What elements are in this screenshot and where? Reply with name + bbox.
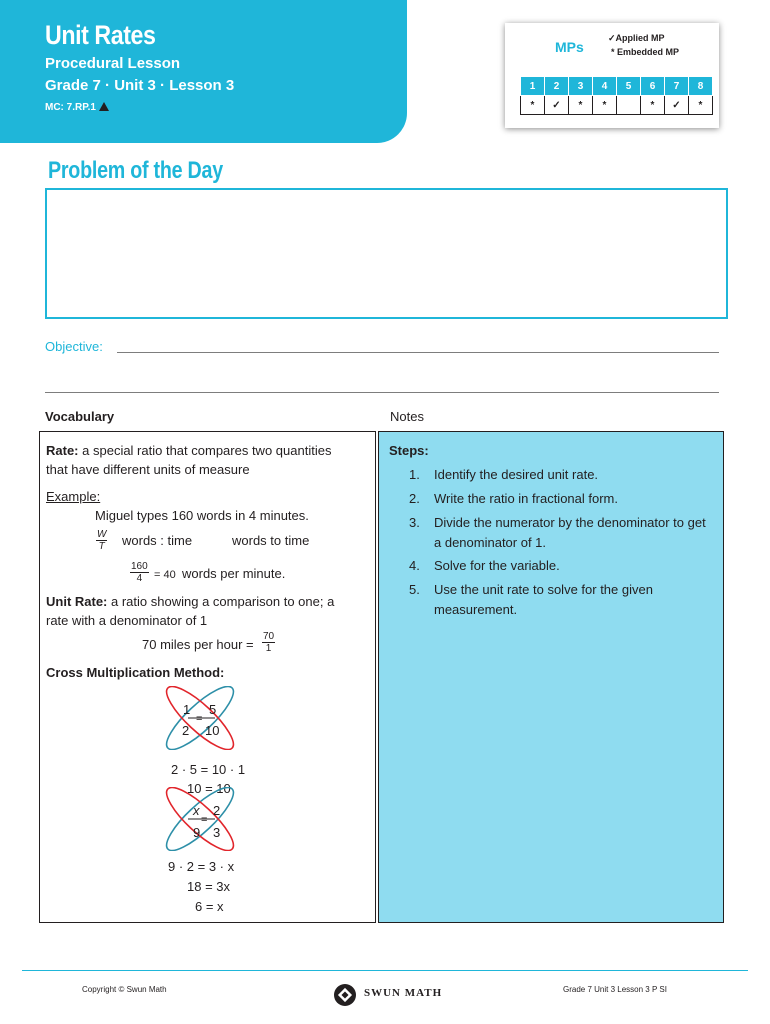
step-number: 4. [409,558,420,573]
unit-rate-term: Unit Rate: [46,594,108,609]
step-text: Write the ratio in fractional form. [434,491,618,506]
step-number: 3. [409,515,420,530]
step-number: 5. [409,582,420,597]
rate-def-1: a special ratio that compares two quantities [82,443,332,458]
swun-logo-text: SWUN MATH [364,987,443,999]
step-text: Use the unit rate to solve for the given measurement. [434,582,653,617]
step-text: Solve for the variable. [434,558,560,573]
step-item [409,556,709,576]
mps-title: MPs [555,39,584,55]
cross-multiply-diagram-1 [155,686,245,750]
step-item [409,580,709,620]
rate-definition [46,443,331,458]
cm2-a: x [193,803,200,818]
step-item [409,465,709,485]
mp-number-5: 5 [617,77,641,96]
mp-mark-5 [617,96,641,115]
words-to-time: words to time [232,533,310,548]
frac-w: W [97,529,107,540]
grade-unit-lesson: Grade 7 · Unit 3 · Lesson 3 [45,77,235,94]
miles-per-hour: 70 miles per hour = [142,637,254,652]
triangle-icon [99,102,109,111]
mp-number-3: 3 [569,77,593,96]
unit-rate-def-1: a ratio showing a comparison to one; a [111,594,335,609]
objective-line-2[interactable] [45,392,719,393]
cm1-d: 10 [205,723,220,738]
equation-4: 18 = 3x [187,879,231,894]
cm2-b: 2 [213,803,221,818]
mp-mark-4: * [593,96,617,115]
fraction-160-4 [130,561,149,584]
frac-4: 4 [136,573,143,584]
mp-mark-7: ✓ [665,96,689,115]
lesson-type: Procedural Lesson [45,55,181,72]
equals-40: = 40 [154,569,176,581]
mp-number-6: 6 [641,77,665,96]
mp-mark-2: ✓ [545,96,569,115]
rate-def-2: that have different units of measure [46,462,250,477]
fraction-w-t [96,529,107,552]
legend-embedded: * Embedded MP [611,47,680,57]
frac-1: 1 [265,643,272,654]
mp-mark-1: * [521,96,545,115]
mp-number-7: 7 [665,77,689,96]
frac-160: 160 [131,561,148,572]
words-time: words : time [122,533,193,548]
mp-mark-8: * [689,96,713,115]
cm1-b: 5 [209,702,217,717]
example-text: Miguel types 160 words in 4 minutes. [95,508,309,523]
mp-number-2: 2 [545,77,569,96]
mps-table [520,76,713,115]
step-text: Divide the numerator by the denominator to get a denominator of 1. [434,515,706,550]
equation-2: 10 = 10 [187,781,231,796]
copyright: Copyright © Swun Math [82,985,167,994]
lesson-title: Unit Rates [45,20,156,50]
rate-term: Rate: [46,443,79,458]
equation-5: 6 = x [195,899,224,914]
equation-1: 2 · 5 = 10 · 1 [171,762,246,777]
mp-mark-3: * [569,96,593,115]
swun-logo-icon [333,983,357,1007]
standard-code [45,102,109,113]
mps-panel [505,23,719,128]
cm1-eq: = [196,713,203,725]
unit-rate-definition [46,594,334,609]
cross-method-label [46,665,224,680]
standard-code-text: MC: 7.RP.1 [45,102,96,113]
notes-box[interactable] [378,431,724,923]
step-item [409,513,709,553]
mp-mark-6: * [641,96,665,115]
step-item [409,489,709,509]
steps-title: Steps: [389,443,429,458]
step-text: Identify the desired unit rate. [434,467,599,482]
page-reference: Grade 7 Unit 3 Lesson 3 P SI [563,985,667,994]
notes-heading: Notes [390,409,424,424]
objective-line[interactable] [117,352,719,353]
vocabulary-box [39,431,376,923]
frac-70: 70 [263,631,275,642]
cm1-a: 1 [183,702,191,717]
equation-3: 9 · 2 = 3 · x [168,859,235,874]
lesson-header [0,0,407,143]
step-number: 1. [409,467,420,482]
words-per-minute: words per minute. [182,566,286,581]
problem-of-day-title: Problem of the Day [48,157,223,184]
step-number: 2. [409,491,420,506]
cross-method-term: Cross Multiplication Method: [46,665,225,680]
legend-applied: ✓Applied MP [608,33,665,43]
cm2-d: 3 [213,825,221,840]
example-label: Example: [46,489,101,504]
problem-of-day-box[interactable] [45,188,728,319]
frac-t: T [98,541,105,552]
cm2-eq: = [201,814,208,826]
mp-number-4: 4 [593,77,617,96]
cm1-c: 2 [182,723,190,738]
cross-multiply-diagram-2 [155,787,245,851]
unit-rate-def-2: rate with a denominator of 1 [46,613,208,628]
mp-number-8: 8 [689,77,713,96]
fraction-70-1 [262,631,275,654]
vocabulary-heading: Vocabulary [45,409,115,424]
objective-label: Objective: [45,339,103,354]
mp-number-1: 1 [521,77,545,96]
cm2-c: 9 [193,825,201,840]
footer-divider [22,970,748,971]
